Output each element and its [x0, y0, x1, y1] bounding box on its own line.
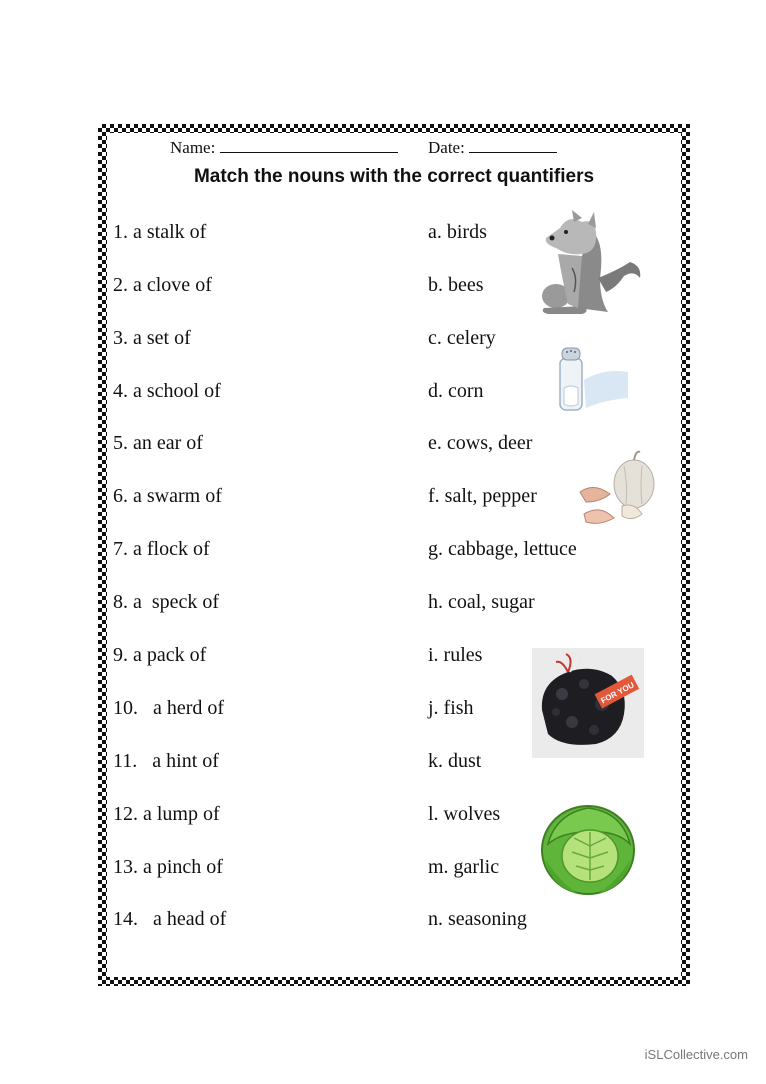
noun-item: g. cabbage, lettuce	[428, 538, 577, 560]
noun-item: l. wolves	[428, 803, 501, 825]
quantifier-item: 13. a pinch of	[113, 856, 223, 878]
quantifier-item: 5. an ear of	[113, 432, 203, 454]
noun-item: e. cows, deer	[428, 432, 533, 454]
cabbage-image	[538, 800, 638, 898]
quantifier-item: 9. a pack of	[113, 644, 207, 666]
date-field	[428, 138, 557, 158]
quantifier-item: 3. a set of	[113, 327, 191, 349]
worksheet-title: Match the nouns with the correct quantifiers	[193, 166, 595, 187]
quantifier-item: 14. a head of	[113, 908, 227, 930]
quantifier-item: 1. a stalk of	[113, 221, 207, 243]
noun-item: d. corn	[428, 380, 484, 402]
wolf-image	[538, 208, 644, 320]
noun-item: m. garlic	[428, 856, 500, 878]
quantifier-item: 8. a speck of	[113, 591, 220, 613]
noun-item: h. coal, sugar	[428, 591, 535, 613]
noun-item: b. bees	[428, 274, 484, 296]
noun-item: n. seasoning	[428, 908, 527, 930]
noun-item: f. salt, pepper	[428, 485, 537, 507]
name-field	[170, 138, 398, 158]
quantifier-item: 2. a clove of	[113, 274, 212, 296]
quantifier-item: 12. a lump of	[113, 803, 220, 825]
quantifier-item: 10. a herd of	[113, 697, 225, 719]
date-blank	[469, 138, 557, 153]
watermark-footer: iSLCollective.com	[644, 1047, 748, 1062]
quantifier-item: 6. a swarm of	[113, 485, 222, 507]
noun-item: a. birds	[428, 221, 487, 243]
garlic-image	[576, 448, 658, 528]
noun-item: j. fish	[428, 697, 474, 719]
noun-item: i. rules	[428, 644, 483, 666]
coal-tag-text: FOR YOU	[599, 680, 636, 706]
quantifier-item: 7. a flock of	[113, 538, 210, 560]
salt-shaker-image	[554, 342, 630, 418]
name-blank	[220, 138, 398, 153]
quantifier-item: 4. a school of	[113, 380, 221, 402]
quantifier-item: 11. a hint of	[113, 750, 219, 772]
date-label: Date:	[428, 138, 465, 157]
noun-item: k. dust	[428, 750, 482, 772]
noun-item: c. celery	[428, 327, 496, 349]
name-label: Name:	[170, 138, 216, 157]
coal-gift-image	[532, 648, 644, 758]
